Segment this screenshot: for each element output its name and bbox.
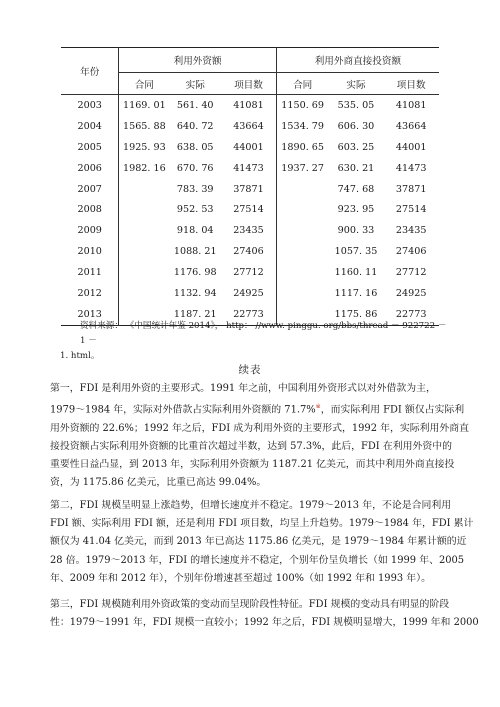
year-cell: 2011 [61, 262, 119, 283]
table-cell: 638. 05 [176, 141, 214, 153]
text-line [50, 398, 465, 420]
table-cell [119, 283, 169, 304]
table-cell: 603. 25 [337, 141, 375, 153]
paragraph-2 [50, 497, 474, 588]
text-line: 第三，FDI 规模随利用外资政策的变动而呈现阶段性特征。FDI 规模的变动具有明显的阶段 [50, 599, 450, 610]
table-cell: 22773 [395, 308, 427, 320]
source-note [60, 319, 450, 364]
table-cell [276, 220, 328, 241]
table-cell: 1534. 79 [281, 120, 325, 132]
table-cell: 1057. 35 [334, 246, 378, 258]
table-cell [276, 262, 328, 283]
table-cell: 44001 [395, 141, 427, 153]
table-body [61, 95, 439, 326]
text-line: 额仅为 41.04 亿美元，而到 2013 年已高达 1175.86 亿美元，是 1979～1984 年累计额的近 [50, 536, 467, 548]
group-header-foreign-capital: 利用外资额 [119, 48, 276, 73]
table-cell [276, 241, 328, 262]
table-cell: 630. 21 [337, 162, 375, 174]
table-cell: 1160. 11 [334, 267, 378, 279]
text-line: 资，为 1175.86 亿美元，比重已高达 99.04%。 [50, 477, 267, 489]
table-cell: 27406 [221, 241, 276, 262]
table-cell: 1187. 21 [173, 308, 217, 320]
table-cell: 1937. 27 [281, 162, 325, 174]
table-row [61, 199, 439, 220]
table-row [61, 137, 439, 158]
table-cell: 918. 04 [176, 225, 214, 237]
table-row [61, 241, 439, 262]
footnote-mark: ※ [315, 403, 321, 411]
table-cell: 747. 68 [337, 183, 375, 195]
table-cell: 24925 [221, 283, 276, 304]
table-cell: 41473 [221, 158, 276, 179]
year-cell: 2005 [61, 137, 119, 158]
table-cell: 43664 [395, 120, 427, 132]
table-cell: 1925. 93 [123, 141, 166, 153]
text-line: FDI 额、实际利用 FDI 额，还是利用 FDI 项目数，均呈上升趋势。1979～1984 年，FDI 累计 [50, 518, 474, 530]
paragraph-3 [50, 596, 479, 632]
table-row [61, 116, 439, 137]
subheader: 项目数 [383, 73, 439, 95]
text-line: 28 倍。1979～2013 年，FDI 的增长速度并不稳定，个别年份呈负增长（如 1999 年、2005 [50, 554, 465, 566]
table-cell: 43664 [221, 116, 276, 137]
source-line: 1. html。 [60, 351, 100, 361]
text-segment: 1979～1984 年，实际对外借款占实际利用外资额的 71.7% [50, 404, 316, 416]
table-cell: 1150. 69 [281, 99, 325, 111]
table-cell: 41081 [395, 99, 427, 111]
year-cell: 2003 [61, 95, 119, 116]
year-cell: 2004 [61, 116, 119, 137]
subheader: 项目数 [221, 73, 276, 95]
subheader: 实际 [329, 73, 384, 95]
table-cell: 1132. 94 [173, 287, 217, 299]
text-line: 性：1979～1991 年，FDI 规模一直较小；1992 年之后，FDI 规模明显增大，1999 年和 2000 [50, 617, 479, 629]
table-cell: 1175. 86 [334, 308, 378, 320]
table-cell: 1890. 65 [281, 141, 325, 153]
table-cell: 783. 39 [176, 183, 214, 195]
fdi-table [61, 47, 439, 326]
text-line: 第一，FDI 是利用外资的主要形式。1991 年之前，中国利用外资形式以对外借款为主， [50, 383, 436, 394]
table-cell: 37871 [221, 179, 276, 200]
source-line: 资料来源： 《中国统计年鉴 2014》， http： //www. pinggu. org/bbs/thread － 922722 － 1 － [80, 321, 447, 346]
table-row [61, 262, 439, 283]
table-cell: 37871 [395, 183, 427, 195]
year-cell: 2007 [61, 179, 119, 200]
table-cell: 27406 [395, 246, 427, 258]
table-cell: 27514 [395, 204, 427, 216]
table-cell: 41473 [395, 162, 427, 174]
table-cell: 23435 [221, 220, 276, 241]
table-row [61, 158, 439, 179]
table-cell: 27514 [221, 199, 276, 220]
table-cell [276, 199, 328, 220]
table-cell: 1169. 01 [123, 99, 166, 111]
text-line: 重要性日益凸显，到 2013 年，实际利用外资额为 1187.21 亿美元，而其中利用外商直接投 [50, 459, 455, 471]
table-cell: 1088. 21 [173, 246, 217, 258]
year-cell: 2006 [61, 158, 119, 179]
subheader: 合同 [119, 73, 169, 95]
table-cell: 22773 [221, 304, 276, 325]
table-cell: 1565. 88 [123, 120, 166, 132]
table-cell: 1176. 98 [173, 267, 217, 279]
year-header: 年份 [61, 48, 119, 95]
table-cell: 900. 33 [337, 225, 375, 237]
table-cell [276, 179, 328, 200]
table-cell [119, 262, 169, 283]
year-cell: 2008 [61, 199, 119, 220]
table-cell: 923. 95 [337, 204, 375, 216]
table-cell: 640. 72 [176, 120, 214, 132]
table-row [61, 179, 439, 200]
table-cell: 24925 [395, 287, 427, 299]
text-line: 接投资额占实际利用外资额的比重首次超过半数，达到 57.3%，此后，FDI 在利用外资中的 [50, 440, 452, 452]
table-cell: 27712 [221, 262, 276, 283]
year-cell: 2010 [61, 241, 119, 262]
year-cell: 2012 [61, 283, 119, 304]
group-header-fdi: 利用外商直接投资额 [276, 48, 439, 73]
table-cell: 670. 76 [176, 162, 214, 174]
table-cell: 561. 40 [176, 99, 214, 111]
table-row [61, 95, 439, 116]
table-cell: 1982. 16 [123, 162, 166, 174]
text-line: 第二，FDI 规模呈明显上涨趋势，但增长速度并不稳定。1979～2013 年，不论是合同利用 [50, 500, 452, 511]
table-cell [119, 179, 169, 200]
table-cell: 606. 30 [337, 120, 375, 132]
table-cell: 41081 [221, 95, 276, 116]
subheader: 实际 [169, 73, 221, 95]
table-cell: 535. 05 [337, 99, 375, 111]
table-cell [276, 283, 328, 304]
table-row [61, 220, 439, 241]
text-segment: ，而实际利用 FDI 额仅占实际利 [320, 404, 465, 416]
table-cell: 23435 [395, 225, 427, 237]
continued-label: 续表 [238, 364, 262, 376]
year-cell: 2013 [61, 304, 119, 325]
table-cell [119, 220, 169, 241]
text-line: 年、2009 年和 2012 年），个别年份增速甚至超过 100%（如 1992 年和 1993 年）。 [50, 572, 431, 584]
table-cell [119, 241, 169, 262]
table-cell: 952. 53 [176, 204, 214, 216]
year-cell: 2009 [61, 220, 119, 241]
table-cell [119, 199, 169, 220]
table-cell: 1117. 16 [334, 287, 378, 299]
table-cell: 27712 [395, 267, 427, 279]
table-cell: 44001 [221, 137, 276, 158]
text-line: 用外资额的 22.6%；1992 年之后，FDI 成为利用外资的主要形式，1992 年，实际利用外商直 [50, 422, 469, 434]
table-row [61, 283, 439, 304]
paragraph-1 [50, 380, 469, 493]
subheader: 合同 [276, 73, 328, 95]
